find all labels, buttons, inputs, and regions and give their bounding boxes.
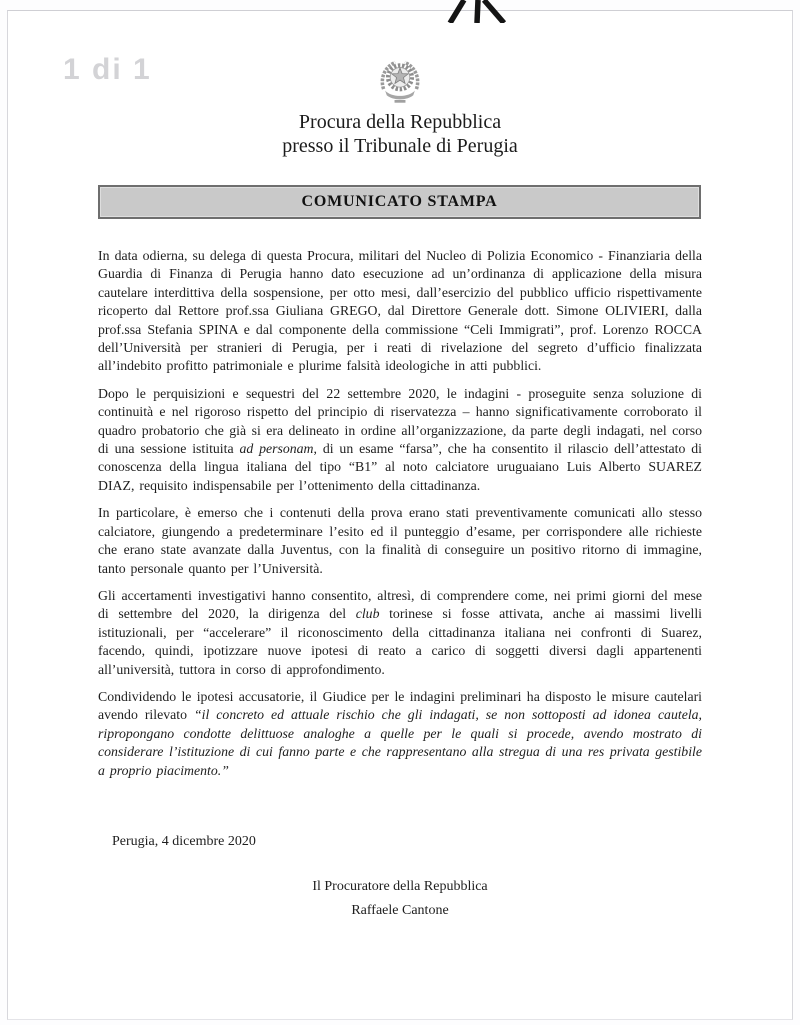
org-name-line1: Procura della Repubblica	[298, 111, 502, 133]
page-indicator: 1 di 1	[63, 53, 152, 86]
paragraph-text-run: Dopo le perquisizioni e sequestri del 22 settembre 2020, le indagini - proseguite senza soluzione di continuità e nel rigoroso rispetto del principio di riservatezza – hanno significativamente corroborato il quadro probatorio che già si era delineato in ordine all’organizzazione, da parte degli indagati, nel corso di una sessione istituita	[98, 385, 702, 457]
paragraph-italic-run: “il concreto ed attuale rischio che gli indagati, se non sottoposti ad idonea cautela, ripropongano condotte delittuose analoghe a quelle per le quali si procede, avendo mostrato di considerare l’istituzione di cui fanno parte e che rappresentano alla stregua di una res privata gestibile a proprio piacimento.”	[98, 707, 702, 778]
place-date-line: Perugia, 4 dicembre 2020	[112, 834, 256, 849]
org-name-line2: presso il Tribunale di Perugia	[282, 135, 518, 157]
paragraph-italic-run: ad personam	[239, 441, 314, 457]
paragraph-italic-run: club	[355, 606, 380, 622]
document-page	[7, 10, 793, 1020]
letterhead	[98, 57, 702, 158]
italian-republic-emblem-icon	[375, 57, 425, 107]
paragraph-text-run: In data odierna, su delega di questa Procura, militari del Nucleo di Polizia Economico - Finanziaria della Guardia di Finanza di Perugia hanno dato esecuzione ad un’ordinanza di applicazione della misura cautelare interdittiva della sospensione, per otto mesi, dall’esercizio del pubblico ufficio rispettivamente ricoperto dal Rettore prof.ssa Giuliana GREGO, dal Direttore Generale dott. Simone OLIVIERI, dalla prof.ssa Stefania SPINA e dal componente della commissione “Celi Immigrati”, prof. Lorenzo ROCCA dell’Università per stranieri di Perugia, per i reati di rivelazione del segreto d’ufficio finalizzata all’indebito profitto patrimoniale e plurime falsità ideologiche in atti pubblici.	[98, 248, 702, 374]
paragraph-text-run: Condividendo le ipotesi accusatorie, il Giudice per le indagini preliminari ha disposto le misure cautelari avendo rilevato	[98, 688, 702, 723]
signature-name: Raffaele Cantone	[351, 903, 449, 918]
paragraph-4	[98, 587, 702, 679]
paragraph-1	[98, 247, 702, 376]
paragraph-text-run: In particolare, è emerso che i contenuti della prova erano stati preventivamente comunicati allo stesso calciatore, giungendo a predeterminare l’esito ed il punteggio d’esame, per corrispondere alle richieste che erano state avanzate dalla Juventus, con la finalità di conseguire un positivo ritorno di immagine, tanto personale quanto per l’Università.	[98, 505, 702, 576]
paragraph-text-run: torinese si fosse attivata, anche ai massimi livelli istituzionali, per “accelerare” il riconoscimento della cittadinanza italiana nei confronti di Suarez, facendo, quindi, ipotizzare nuove ipotesi di reato a carico di soggetti diversi dagli appartenenti all’università, tuttora in corso di approfondimento.	[98, 606, 703, 677]
signature-title: Il Procuratore della Repubblica	[312, 879, 488, 894]
paragraph-text-run: , di un esame “farsa”, che ha consentito il rilascio dell’attestato di conoscenza della lingua italiana del tipo “B1” al noto calciatore uruguaiano Luis Alberto SUAREZ DIAZ, requisito indispensabile per l’ottenimento della cittadinanza.	[98, 441, 703, 493]
paragraph-5	[98, 688, 702, 780]
paragraph-3	[98, 504, 702, 578]
cropped-logo-glyph-icon	[442, 0, 512, 23]
banner-title: COMUNICATO STAMPA	[301, 193, 498, 210]
signature-block	[98, 875, 702, 923]
paragraph-text-run: Gli accertamenti investigativi hanno consentito, altresì, di comprendere come, nei primi giorni del mese di settembre del 2020, la dirigenza del	[98, 587, 702, 622]
document-body	[98, 247, 702, 780]
press-release-banner	[98, 185, 701, 219]
paragraph-2	[98, 385, 702, 495]
